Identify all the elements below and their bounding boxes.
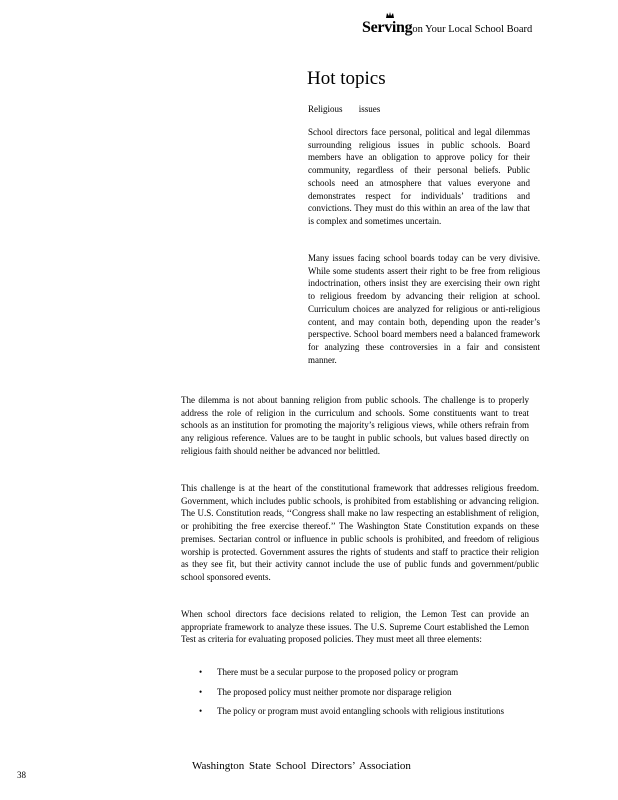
bullet-icon: • [199,706,203,717]
list-item-text: The proposed policy must neither promote nor disparage religion [217,686,452,697]
list-item [181,666,521,679]
list-item [181,705,521,718]
paragraph-5: When school directors face decisions related to religion, the Lemon Test can provide an appropriate framework to analyze these issues. The U.S. Supreme Court established the Lemon Test as criteria for evaluating proposed policies. They must meet all three elements: [181,609,529,645]
list-item-text: The policy or program must avoid entangling schools with religious institutions [217,706,504,717]
running-header [362,19,532,37]
paragraph-2: Many issues facing school boards today can be very divisive. While some students assert their right to be free from religious indoctrination, others insist they are exercising their own right to religious freedom by advancing their religion at school. Curriculum choices are analyzed for religious or anti-religious content, and may contain both, depending upon the reader’s perspective. School board members need a balanced framework for analyzing these controversies in a fair and consistent manner. [308,253,540,365]
crown-icon [385,12,395,19]
page-number: 38 [17,770,26,780]
bullet-icon: • [199,686,203,697]
paragraph-1: School directors face personal, political and legal dilemmas surrounding religious issues in public schools. Board members have an obligation to approve policy for their community, regardless of their personal beliefs. Public schools need an atmosphere that values everyone and demonstrates respect for individuals’ traditions and convictions. They must do this within an area of the law that is complex and sometimes uncertain. [308,127,530,226]
paragraph-3: The dilemma is not about banning religion from public schools. The challenge is to properly address the role of religion in the curriculum and schools. Some constituents want to treat schools as an institution for promoting the majority’s religious views, while others refrain from any religious reference. Values are to be taught in public schools, but values based directly on religious faith should neither be advanced nor belittled. [181,395,529,456]
list-item-text: There must be a secular purpose to the proposed policy or program [217,667,459,677]
footer-association: Washington State School Directors’ Association [192,760,411,772]
paragraph-4: This challenge is at the heart of the constitutional framework that addresses religious freedom. Government, which includes public schools, is prohibited from establishing or advancing religion. The U.S. Constitution reads, ‘‘Congress shall make no law respecting an establishment of religion, or prohibiting the free exercise thereof.’’ The Washington State Constitution expands on these premises. Sectarian control or influence in public schools is prohibited, and freedom of religious worship is protected. Government assures the rights of students and staff to practice their religion as they see fit, but their activity cannot include the use of public funds and government/public school sponsored events. [181,483,539,582]
page-title: Hot topics [307,68,386,89]
serving-logo-text: Serving [362,19,413,36]
section-subhead: Religious issues [308,104,381,114]
bullet-icon: • [199,667,203,677]
header-subtitle: on Your Local School Board [412,24,533,35]
list-item [181,686,521,699]
lemon-test-list [181,666,521,725]
